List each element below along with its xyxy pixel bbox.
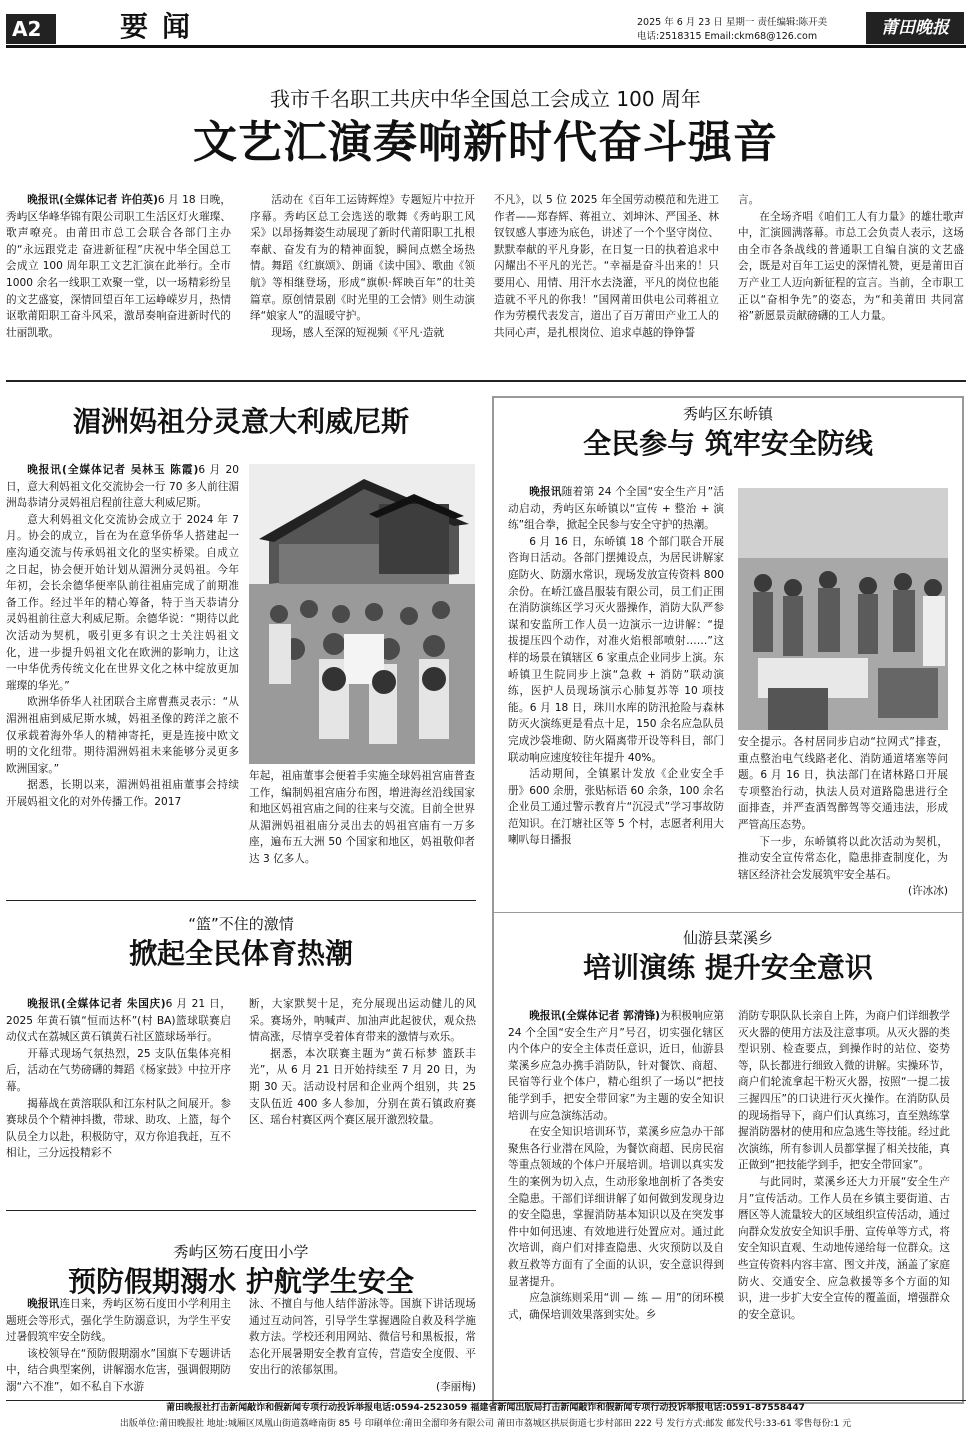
sport-col-2 — [249, 996, 476, 1206]
lead-headline: 文艺汇演奏响新时代奋斗强音 — [193, 117, 778, 168]
lead-rule — [6, 380, 966, 382]
caixi-headline: 培训演练 提升安全意识 — [583, 951, 873, 984]
lead-text-2b: 现场，感人至深的短视频《平凡·造就 — [271, 326, 445, 339]
page-number-badge: A2 — [6, 14, 56, 44]
caixi-kicker: 仙游县菜溪乡 — [682, 929, 773, 947]
lead-byline: 晚报讯(全媒体记者 许伯英) — [27, 194, 158, 206]
school-text-1: 连日来，秀屿区笏石度田小学利用主题班会等形式，强化学生防溺意识，为学生平安过暑假筑牢安全防线。 — [6, 1298, 231, 1344]
sport-rule — [6, 900, 476, 901]
dongqiao-headline: 全民参与 筑牢安全防线 — [583, 427, 873, 460]
caixi-text-5: 与此同时，菜溪乡还大力开展“安全生产月”宣传活动。工作人员在乡镇主要街道、古暦区等人流量较大的区域组织宣传活动，通过向群众发放安全知识手册、宣传单等方式，将安全知识直观、生动地传递给每一位群众。这些宣传资料内容丰富、图文并茂，涵盖了家庭防火、交通安全、应急救援等多个方面的知识，进一步扩大安全宣传的覆盖面，增强群众的安全意识。 — [738, 1175, 950, 1321]
caixi-text-4: 消防专职队队长亲自上阵，为商户们详细教学灭火器的使用方法及注意事项。从灭火器的类型识别、检查要点，到操作时的站位、姿势等，队长都进行细致入微的讲解。实操环节，商户们轮流拿起干粉灭火器，按照“一提二拔三握四压”的口诀进行灭火操作。在消防队员的现场指导下，商户们认真练习，直至熟练掌握消防器材的使用和应急逃生等技能。经过此次演练，所有参训人员都掌握了相关技能，真正做到“把技能学到手，把安全带回家”。 — [738, 1010, 950, 1172]
header-rule — [6, 45, 966, 48]
mazu-col-2 — [249, 768, 475, 886]
lead-text-1: 6 月 18 日晚，秀屿区华峰华锦有限公司职工生活区灯火璀璨、歌声嘹亮。由莆田市总工会联合各部门主办的“永远跟党走 奋进新征程”庆祝中华全国总工会成立 100 周年职工文艺汇演在此举行。全市 1000 余名一线职工欢聚一堂，以一场精彩纷呈的文艺盛宴，深情回望百年工运峥嵘岁月，热情讴歌莆阳职工奋斗风采，激昂奏响奋进新时代的壮丽凯歌。 — [6, 194, 231, 339]
date-editor: 2025 年 6 月 23 日 星期一 责任编辑:陈开美 — [637, 17, 828, 28]
dongqiao-text-5: 下一步，东峤镇将以此次活动为契机，推动安全宣传常态化，隐患排查制度化，为辖区经济社会发展筑牢安全基石。 — [738, 835, 948, 881]
footer-publisher: 出版单位:莆田晚报社 地址:城厢区凤凰山街道荔峰南街 85 号 印刷单位:莆田全溜印务有限公司 莆田市荔城区拱辰街道七步村部田 222 号 发行方式:邮发 邮发代号:33-61 零售每份:1 元 — [119, 1419, 852, 1429]
dongqiao-byline: 晚报讯 — [529, 486, 562, 498]
sport-text-1: 6 月 21 日，2025 年黄石镇“恒而达杯”(村 BA)篮球联赛启动仪式在荔城区黄石镇黄石社区篮球场举行。 — [6, 998, 231, 1044]
lead-col-1 — [6, 192, 231, 372]
caixi-col-1 — [508, 1008, 724, 1400]
safety-divider — [494, 912, 962, 913]
lead-text-4b: 在全场齐唱《咱们工人有力量》的雄壮歌声中，汇演圆满落幕。市总工会负责人表示，这场由全市各条战线的普通职工自编自演的文艺盛会，既是对百年工运史的深情礼赞，更是莆田百万产业工人迈向新征程的宣言。当前，全市职工正以“奋相争先”的姿态，为“和美莆田 共同富裕”新愿景贡献磅礴的工人力量。 — [738, 210, 964, 323]
sport-col-1 — [6, 996, 231, 1206]
section-title: 要闻 — [120, 10, 205, 43]
lead-kicker: 我市千名职工共庆中华全国总工会成立 100 周年 — [270, 87, 701, 111]
school-text-2: 该校领导在“预防假期溺水”国旗下专题讲话中，结合典型案例，讲解溺水危害，强调假期防溺“六不准”，如不私自下水游 — [6, 1347, 231, 1393]
dongqiao-text-3: 活动期间，全镇累计发放《企业安全手册》600 余册，张贴标语 60 余条，100 余名企业员工通过警示教育片“沉浸式”学习事故防范知识。在汀塘社区等 5 个村，志愿者利用大喇叭每日播报 — [508, 768, 724, 847]
mazu-procession-photo — [249, 464, 475, 764]
school-byline: 晚报讯 — [27, 1298, 60, 1310]
school-rule — [6, 1210, 476, 1211]
mazu-text-1: 6 月 20 日，意大利妈祖文化交流协会一行 70 多人前往湄洲岛恭请分灵妈祖启程前往意大利威尼斯。 — [6, 464, 239, 510]
sport-text-2: 开幕式现场气氛热烈，25 支队伍集体亮相后，活动在气势磅礴的舞蹈《杨家鼓》中拉开序幕。 — [6, 1047, 231, 1093]
lead-col-2 — [250, 192, 475, 372]
footer-hotlines: 莆田晚报社打击新闻敲诈和假新闻专项行动投诉举报电话:0594-2523059 福建省新闻出版局打击新闻敲诈和假新闻专项行动投诉举报电话:0591-87558447 — [166, 1403, 805, 1413]
dongqiao-text-2: 6 月 16 日，东峤镇 18 个部门联合开展咨询日活动。各部门摆摊设点，为居民讲解家庭防火、防溺水常识，现场发放宣传资料 800 余份。在峤江盛昌服装有限公司，员工们正围在消防演练区学习灭火器操作，消防大队严参谋和安监所工作人员一边演示一边讲解：“提拔提压四个动作，对准火焰根部喷射……”这样的场景在镇辖区 6 家重点企业同步上演。东峤镇卫生院同步上演“急救 + 消防”联动演练，医护人员现场演示心肺复苏等 10 项技能。6 月 18 日，珠川水库的防汛抢险与森林防灭火演练更是看点十足，150 余名应急队员完成沙袋堆砌、防火隔离带开设等科目，部门联动响应速度较往年提升 40%。 — [508, 535, 724, 764]
sport-text-3: 揭幕战在黄溶联队和江东村队之间展开。参赛球员个个精神抖擞，带球、助攻、上篮，每个队员全力以赴，积极防守，双方你追我赶，互不相让，三分远投精彩不 — [6, 1097, 231, 1160]
mazu-text-3: 欧洲华侨华人社团联合主席曹燕灵表示：“从湄洲祖庙到威尼斯水城，妈祖圣像的跨洋之旅不仅承载着海外华人的精神寄托，更是连接中欧文明的文化纽带。期待湄洲妈祖未来能够分灵更多欧洲国家。” — [6, 696, 239, 775]
dongqiao-col-1 — [508, 484, 724, 904]
lead-text-3: 不凡》，以 5 位 2025 年全国劳动模范和先进工作者——郑春辉、蒋祖立、刘坤沐、严国圣、林钗钗感人事迹为底色，讲述了一个个坚守岗位、默默奉献的平凡身影，在日复一日的执着追求中闪耀出不平凡的光芒。“幸福是奋斗出来的！只要用心、用情、用汗水去浇灌，平凡的岗位也能造就不平凡的你我！”国网莆田供电公司蒋祖立作为劳模代表发言，道出了百万莆田产业工人的共同心声，是扎根岗位、追求卓越的铮铮誓 — [494, 194, 719, 339]
lead-text-2a: 活动在《百年工运铸辉煌》专题短片中拉开序幕。秀屿区总工会选送的歌舞《秀屿职工风采》以昂扬舞姿生动展现了新时代莆阳职工扎根奉献、奋发有为的精神面貌，瞬间点燃全场热情。舞蹈《红旗颂》、朗诵《读中国》、歌曲《领航》等相继登场，形成“旗帜·辉映百年”的壮美篇章。原创情景剧《时光里的工会情》则生动演绎“娘家人”的温暖守护。 — [250, 194, 475, 323]
contact-info: 电话:2518315 Email:ckm68@126.com — [637, 31, 818, 42]
sport-kicker: “篮”不住的激情 — [188, 915, 294, 933]
mazu-text-4: 据悉，长期以来，湄洲妈祖祖庙董事会持续开展妈祖文化的对外传播工作。2017 — [6, 779, 239, 808]
school-text-3: 泳、不擅自与他人结伴游泳等。国旗下讲话现场通过互动问答，引导学生掌握遇险自救及科学施救方法。学校还利用网站、微信号和黑板报，常态化开展暑期安全教育宣传，营造安全度假、平安出行的浓郁氛围。 — [249, 1298, 476, 1377]
dongqiao-text-1: 随着第 24 个全国“安全生产月”活动启动，秀屿区东峤镇以“宣传 + 整治 + 演练”组合拳，掀起全民参与安全守护的热潮。 — [508, 486, 724, 532]
safety-consultation-photo — [738, 488, 948, 730]
lead-col-3 — [494, 192, 719, 372]
masthead-info — [637, 16, 827, 44]
lead-text-4a: 言。 — [738, 194, 760, 206]
dongqiao-kicker: 秀屿区东峤镇 — [682, 405, 773, 423]
mazu-text-2: 意大利妈祖文化交流协会成立于 2024 年 7 月。协会的成立，旨在为在意华侨华人搭建起一座沟通交流与传承妈祖文化的坚实桥梁。自成立之日起，协会便开始计划从湄洲分灵妈祖。今年年初，会长余德华便率队前往祖庙完成了前期准备工作。经过半年的精心筹备，特于当天恭请分灵妈祖前往意大利威尼斯。余德华说：“期待以此次活动为契机，吸引更多有识之士关注妈祖文化，进一步提升妈祖文化在欧洲的影响力，让这一中华优秀传统文化在世界文化之林中绽放更加璀璨的华光。” — [6, 513, 239, 692]
dongqiao-col-2 — [738, 734, 948, 904]
sport-text-5: 据悉，本次联赛主题为“黄石标梦 篮跃丰光”，从 6 月 21 日开始持续至 7 月 20 日，为期 30 天。活动设村居和企业两个组别，共 25 支队伍近 400 多人参加，分别在黄石镇政府赛区、瑶台村赛区两个赛区展开激烈较量。 — [249, 1047, 476, 1127]
school-kicker: 秀屿区笏石度田小学 — [173, 1243, 309, 1261]
school-col-2 — [249, 1296, 476, 1400]
mazu-headline: 湄洲妈祖分灵意大利威尼斯 — [72, 405, 409, 438]
mazu-text-5: 年起，祖庙董事会便着手实施全球妈祖宫庙普查工作，编制妈祖宫庙分布图，增进海丝沿线国家和地区妈祖宫庙之间的往来与交流。目前全世界从湄洲妈祖祖庙分灵出去的妈祖宫庙有一万多座，遍布五大洲 50 个国家和地区，妈祖敬仰者达 3 亿多人。 — [249, 770, 475, 865]
caixi-text-1: 为积极响应第 24 个全国“安全生产月”号召，切实强化辖区内个体户的安全主体责任意识，近日，仙游县菜溪乡应急办携手消防队，针对餐饮、商超、民宿等行业个体户，精心组织了一场以“把技能学到手，把安全带回家”为主题的安全知识培训与应急演练活动。 — [508, 1010, 724, 1122]
school-signature: (李丽梅) — [435, 1380, 476, 1393]
sport-text-4: 断，大家默契十足，充分展现出运动健儿的风采。赛场外，呐喊声、加油声此起彼伏，观众热情高涨，尽情享受着体育带来的激情与欢乐。 — [249, 998, 476, 1044]
footer-rule — [6, 1400, 966, 1401]
caixi-byline: 晚报讯(全媒体记者 郭清锋) — [529, 1010, 661, 1022]
caixi-text-3: 应急演练则采用“训 — 练 — 用”的闭环模式，确保培训效果落到实处。乡 — [508, 1292, 724, 1321]
school-headline: 预防假期溺水 护航学生安全 — [68, 1265, 414, 1298]
caixi-col-2 — [738, 1008, 950, 1400]
lead-col-4 — [738, 192, 964, 372]
dongqiao-signature: (许冰冰) — [907, 885, 948, 898]
mazu-col-1 — [6, 462, 239, 882]
school-col-1 — [6, 1296, 231, 1400]
sport-headline: 掀起全民体育热潮 — [128, 937, 353, 970]
newspaper-logo: 莆田晚报 — [866, 12, 964, 44]
sport-byline: 晚报讯(全媒体记者 朱国庆) — [27, 998, 166, 1010]
dongqiao-text-4: 安全提示。各村居同步启动“拉网式”排查，重点整治电气线路老化、消防通道堵塞等问题。6 月 16 日，执法部门在诸林路口开展专项整治行动，执法人员对道路隐患进行全面排查，并严查酒驾醉驾等交通违法，形成严管高压态势。 — [738, 736, 948, 831]
mazu-byline: 晚报讯(全媒体记者 吴林玉 陈霞) — [27, 464, 199, 476]
caixi-text-2: 在安全知识培训环节，菜溪乡应急办干部聚焦各行业潜在风险，为餐饮商超、民房民宿等重点领域的个体户开展培训。培训以真实发生的案例为切入点，生动形象地剖析了各类安全隐患。干部们详细讲解了如何做到发现身边的安全隐患，掌握消防基本知识以及在突发事件中如何迅速、有效地进行处置应对。通过此次培训，商户们对排查隐患、火灾预防以及自救互救等方面有了全面的认识，安全意识得到显著提升。 — [508, 1126, 724, 1288]
